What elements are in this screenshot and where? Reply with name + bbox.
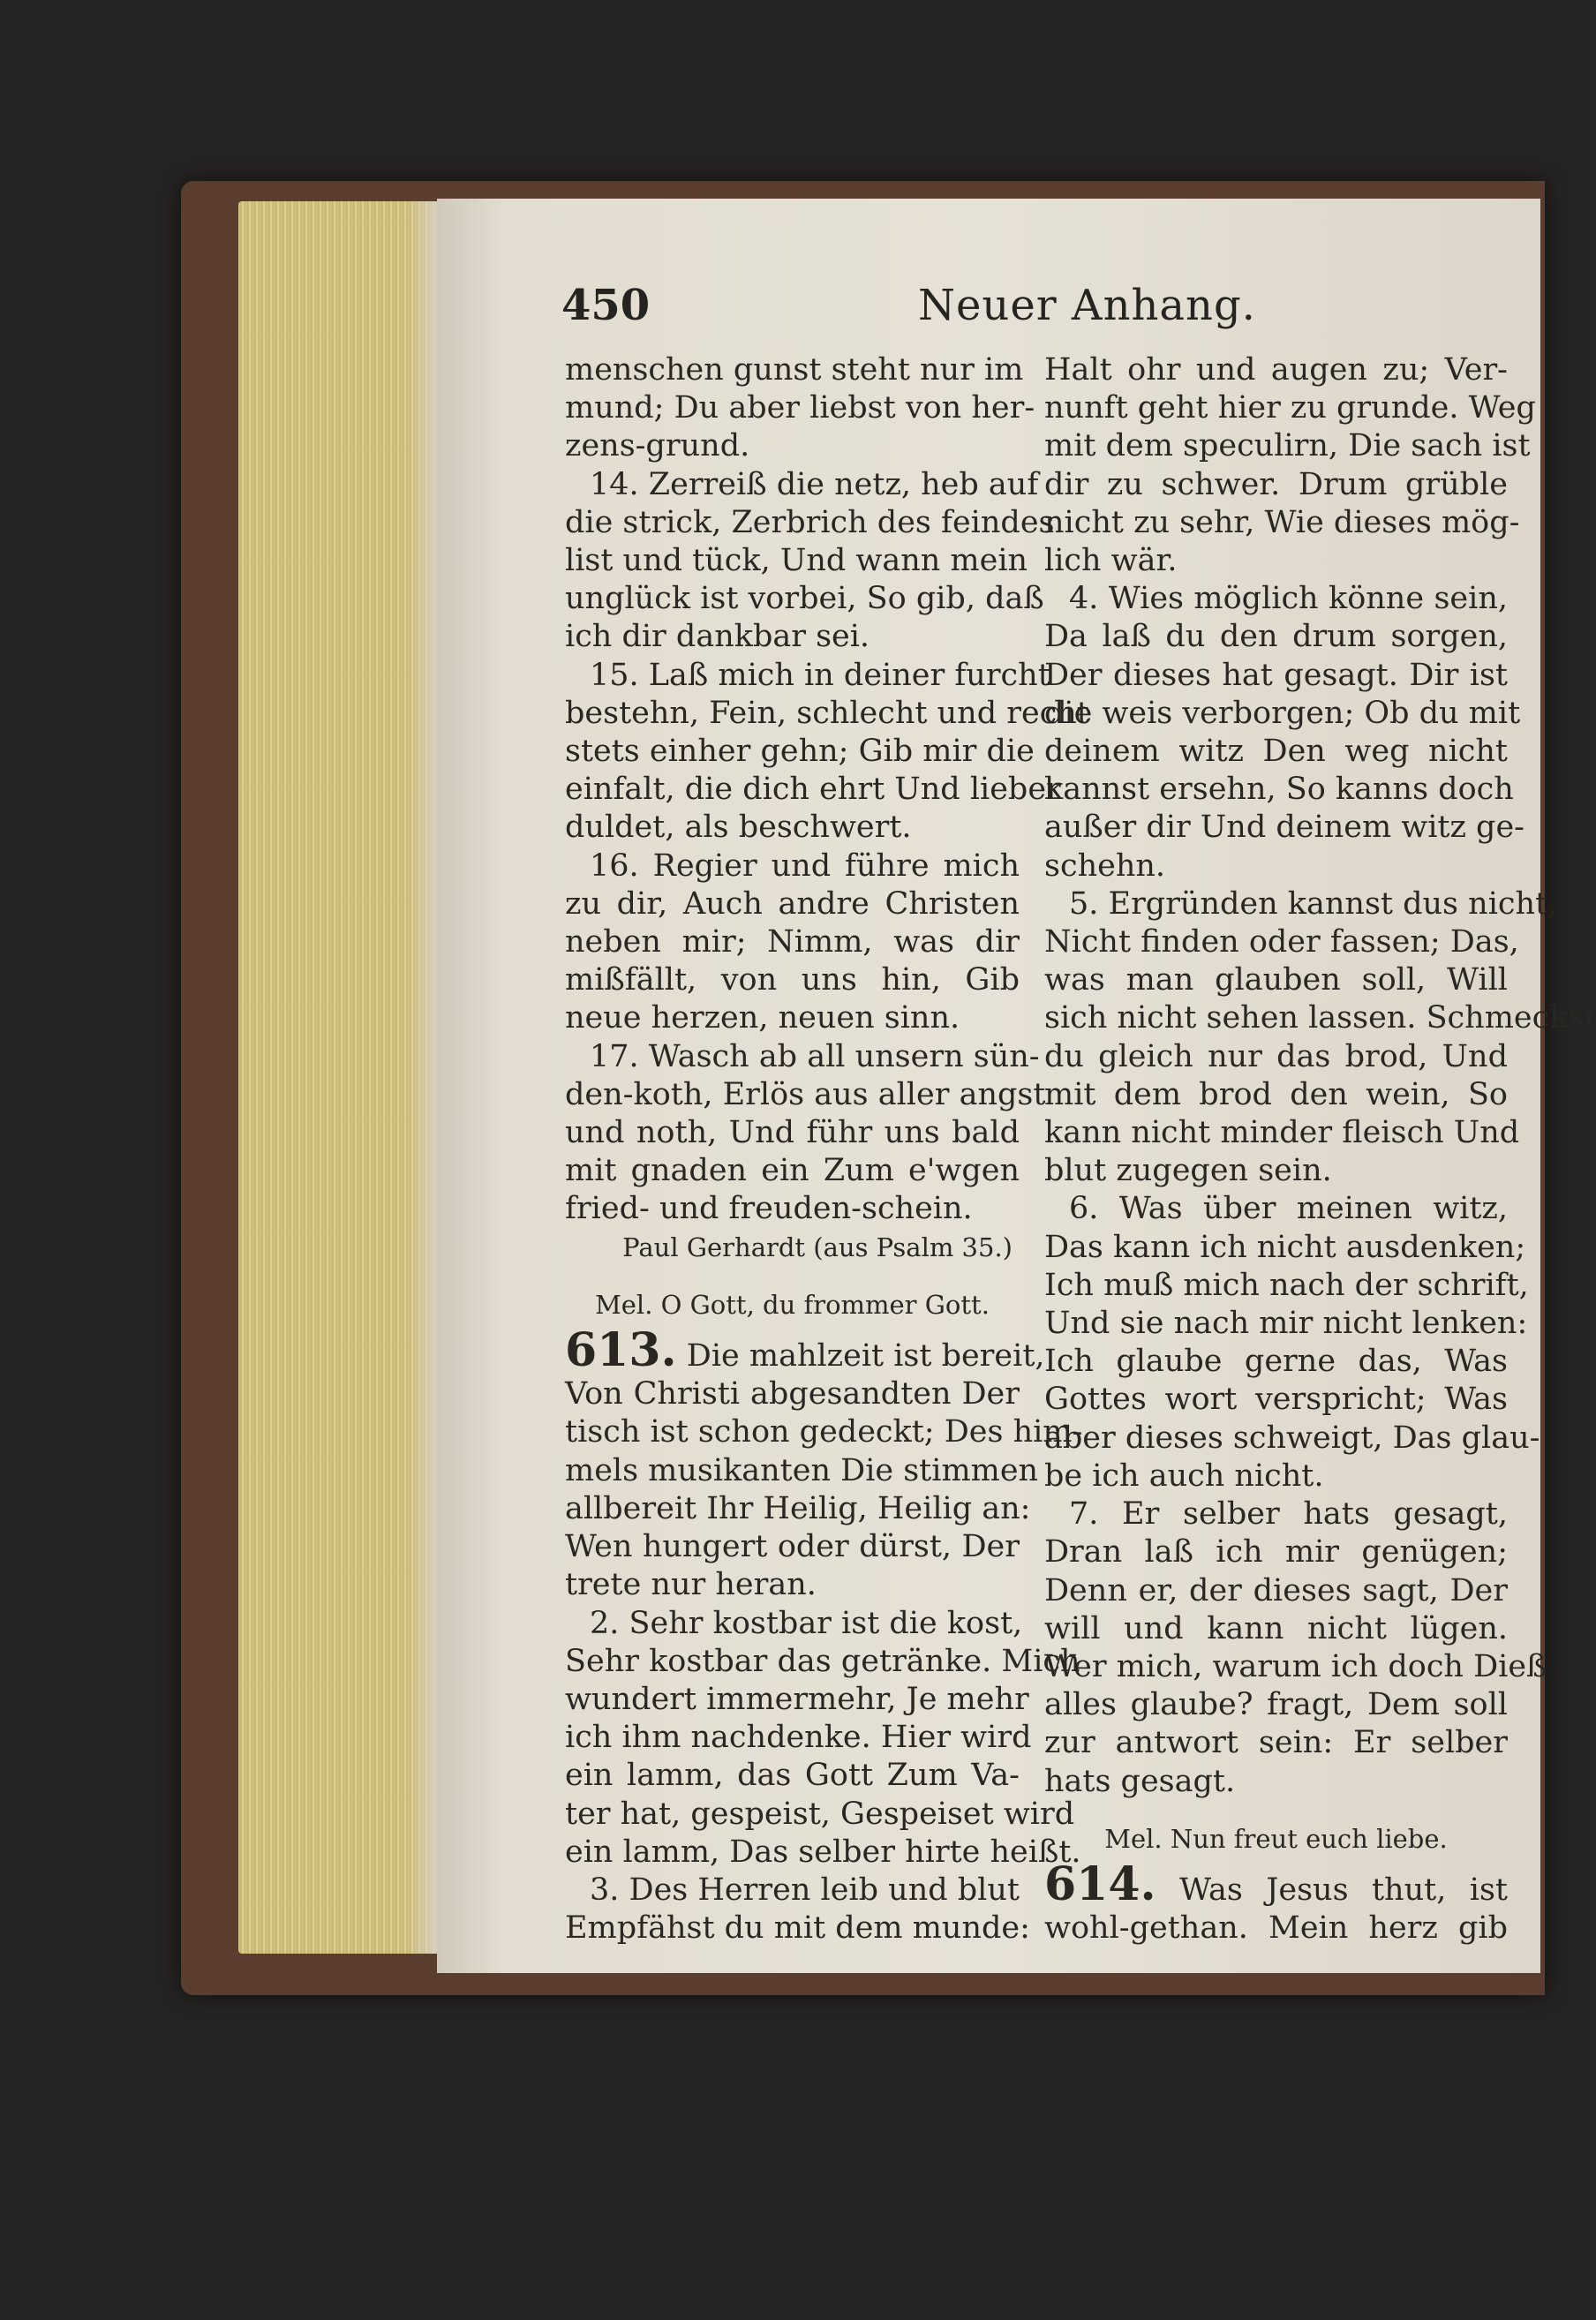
text-line: Wen hungert oder dürst, Der [565, 1529, 1020, 1565]
text-line: neben mir; Nimm, was dir [565, 924, 1020, 960]
text-line: Denn er, der dieses sagt, Der [1044, 1572, 1508, 1608]
text-line: 5. Ergründen kannst dus nicht, [1069, 885, 1558, 922]
text-line: 7. Er selber hats gesagt, [1069, 1496, 1508, 1533]
left-column [565, 351, 1089, 1947]
text-line: Gottes wort verspricht; Was [1044, 1382, 1508, 1418]
left-lines-c [565, 1375, 1083, 1947]
text-line: aber dieses schweigt, Das glau- [1044, 1420, 1540, 1456]
text-line: 15. Laß mich in deiner furcht [590, 657, 1050, 693]
text-line: nunft geht hier zu grunde. Weg [1044, 390, 1536, 426]
hymn-first-line-text: Was Jesus thut, ist [1179, 1872, 1508, 1908]
text-line: dir zu schwer. Drum grüble [1044, 466, 1508, 502]
text-line: und noth, Und führ uns bald [565, 1115, 1020, 1151]
hymn-614-first-line [1044, 1857, 1508, 1911]
text-line: list und tück, Und wann mein [565, 543, 1028, 579]
text-line: 4. Wies möglich könne sein, [1069, 581, 1508, 617]
text-line: 14. Zerreiß die netz, heb auf [590, 466, 1039, 502]
text-line: 16. Regier und führe mich [590, 847, 1020, 884]
running-head: Neuer Anhang. [918, 281, 1256, 330]
text-line: Da laß du den drum sorgen, [1044, 619, 1508, 655]
text-line: kannst ersehn, So kanns doch [1044, 772, 1514, 808]
text-line: sich nicht sehen lassen. Schmeckst [1044, 1000, 1596, 1036]
text-line: tisch ist schon gedeckt; Des him- [565, 1414, 1083, 1450]
text-line: Ich glaube gerne das, Was [1044, 1344, 1508, 1380]
page-edges [238, 201, 441, 1954]
hymn-first-line-text: Die mahlzeit ist bereit, [686, 1338, 1045, 1375]
text-line: ein lamm, das Gott Zum Va- [565, 1758, 1020, 1794]
right-column [1044, 351, 1596, 1947]
text-line: unglück ist vorbei, So gib, daß [565, 581, 1044, 617]
text-line: be ich auch nicht. [1044, 1458, 1324, 1494]
text-line: Von Christi abgesandten Der [565, 1376, 1020, 1412]
text-line: wundert immermehr, Je mehr [565, 1681, 1029, 1717]
page-number: 450 [561, 281, 651, 330]
text-line: duldet, als beschwert. [565, 810, 912, 846]
text-line: zens-grund. [565, 428, 750, 464]
text-line: Empfähst du mit dem munde: [565, 1910, 1030, 1947]
text-line: schehn. [1044, 847, 1166, 884]
text-line: Dran laß ich mir genügen; [1044, 1534, 1508, 1571]
left-lines-a [565, 351, 1035, 466]
text-line: Und sie nach mir nicht lenken: [1044, 1306, 1528, 1342]
text-line: hats gesagt. [1044, 1763, 1236, 1799]
text-line: Wer mich, warum ich doch Dieß [1044, 1648, 1547, 1684]
text-line: nicht zu sehr, Wie dieses mög- [1044, 504, 1520, 540]
hymn-number: 614. [1044, 1857, 1156, 1911]
text-line: trete nur heran. [565, 1567, 817, 1603]
melody-line: Mel. Nun freut euch liebe. [1104, 1823, 1448, 1854]
text-line: alles glaube? fragt, Dem soll [1044, 1687, 1508, 1723]
text-line: fried- und freuden-schein. [565, 1191, 973, 1227]
text-line: du gleich nur das brod, Und [1044, 1038, 1508, 1074]
text-line: Das kann ich nicht ausdenken; [1044, 1229, 1526, 1265]
text-line: deinem witz Den weg nicht [1044, 734, 1508, 770]
text-line: ein lamm, Das selber hirte heißt. [565, 1834, 1081, 1870]
attribution: Paul Gerhardt (aus Psalm 35.) [622, 1232, 1013, 1262]
text-line: die strick, Zerbrich des feindes [565, 504, 1055, 540]
text-line: blut zugegen sein. [1044, 1153, 1332, 1189]
right-lines-a [1044, 351, 1596, 1801]
text-line: Nicht finden oder fassen; Das, [1044, 924, 1519, 960]
text-line: stets einher gehn; Gib mir die [565, 734, 1035, 770]
text-line: menschen gunst steht nur im [565, 352, 1024, 388]
text-line: allbereit Ihr Heilig, Heilig an: [565, 1490, 1031, 1526]
text-line: zur antwort sein: Er selber [1044, 1725, 1508, 1761]
text-line: zu dir, Auch andre Christen [565, 885, 1020, 922]
text-line: Sehr kostbar das getränke. Mich [565, 1643, 1080, 1679]
text-line: will und kann nicht lügen. [1044, 1610, 1508, 1646]
text-line: den-koth, Erlös aus aller angst [565, 1076, 1046, 1112]
text-line: ich dir dankbar sei. [565, 619, 870, 655]
hymn-number: 613. [565, 1323, 677, 1378]
text-line: ich ihm nachdenke. Hier wird [565, 1720, 1032, 1756]
text-line: bestehn, Fein, schlecht und recht [565, 695, 1089, 731]
text-line: ter hat, gespeist, Gespeiset wird [565, 1796, 1075, 1832]
text-line: neue herzen, neuen sinn. [565, 1000, 960, 1036]
text-line: die weis verborgen; Ob du mit [1044, 695, 1521, 731]
text-line: außer dir Und deinem witz ge- [1044, 810, 1524, 846]
text-line: Halt ohr und augen zu; Ver- [1044, 352, 1508, 388]
text-line: mit dem speculirn, Die sach ist [1044, 428, 1531, 464]
text-line: Der dieses hat gesagt. Dir ist [1044, 657, 1508, 693]
hymn-613-first-line [565, 1323, 1045, 1378]
text-line: mund; Du aber liebst von her- [565, 390, 1035, 426]
text-line: mißfällt, von uns hin, Gib [565, 962, 1020, 998]
text-line: lich wär. [1044, 543, 1178, 579]
melody-line: Mel. O Gott, du frommer Gott. [595, 1289, 990, 1320]
text-line: 17. Wasch ab all unsern sün- [590, 1038, 1040, 1074]
text-line: mit dem brod den wein, So [1044, 1076, 1508, 1112]
text-line: wohl-gethan. Mein herz gib [1044, 1910, 1508, 1947]
text-line: 2. Sehr kostbar ist die kost, [590, 1605, 1023, 1641]
text-line: 6. Was über meinen witz, [1069, 1191, 1508, 1227]
left-lines-b [565, 466, 1089, 1229]
text-line: mit gnaden ein Zum e'wgen [565, 1153, 1020, 1189]
text-line: Ich muß mich nach der schrift, [1044, 1267, 1529, 1303]
text-line: was man glauben soll, Will [1044, 962, 1508, 998]
text-line: einfalt, die dich ehrt Und lieber [565, 772, 1061, 808]
text-line: mels musikanten Die stimmen [565, 1452, 1039, 1488]
text-line: kann nicht minder fleisch Und [1044, 1115, 1520, 1151]
text-line: 3. Des Herren leib und blut [590, 1872, 1020, 1908]
